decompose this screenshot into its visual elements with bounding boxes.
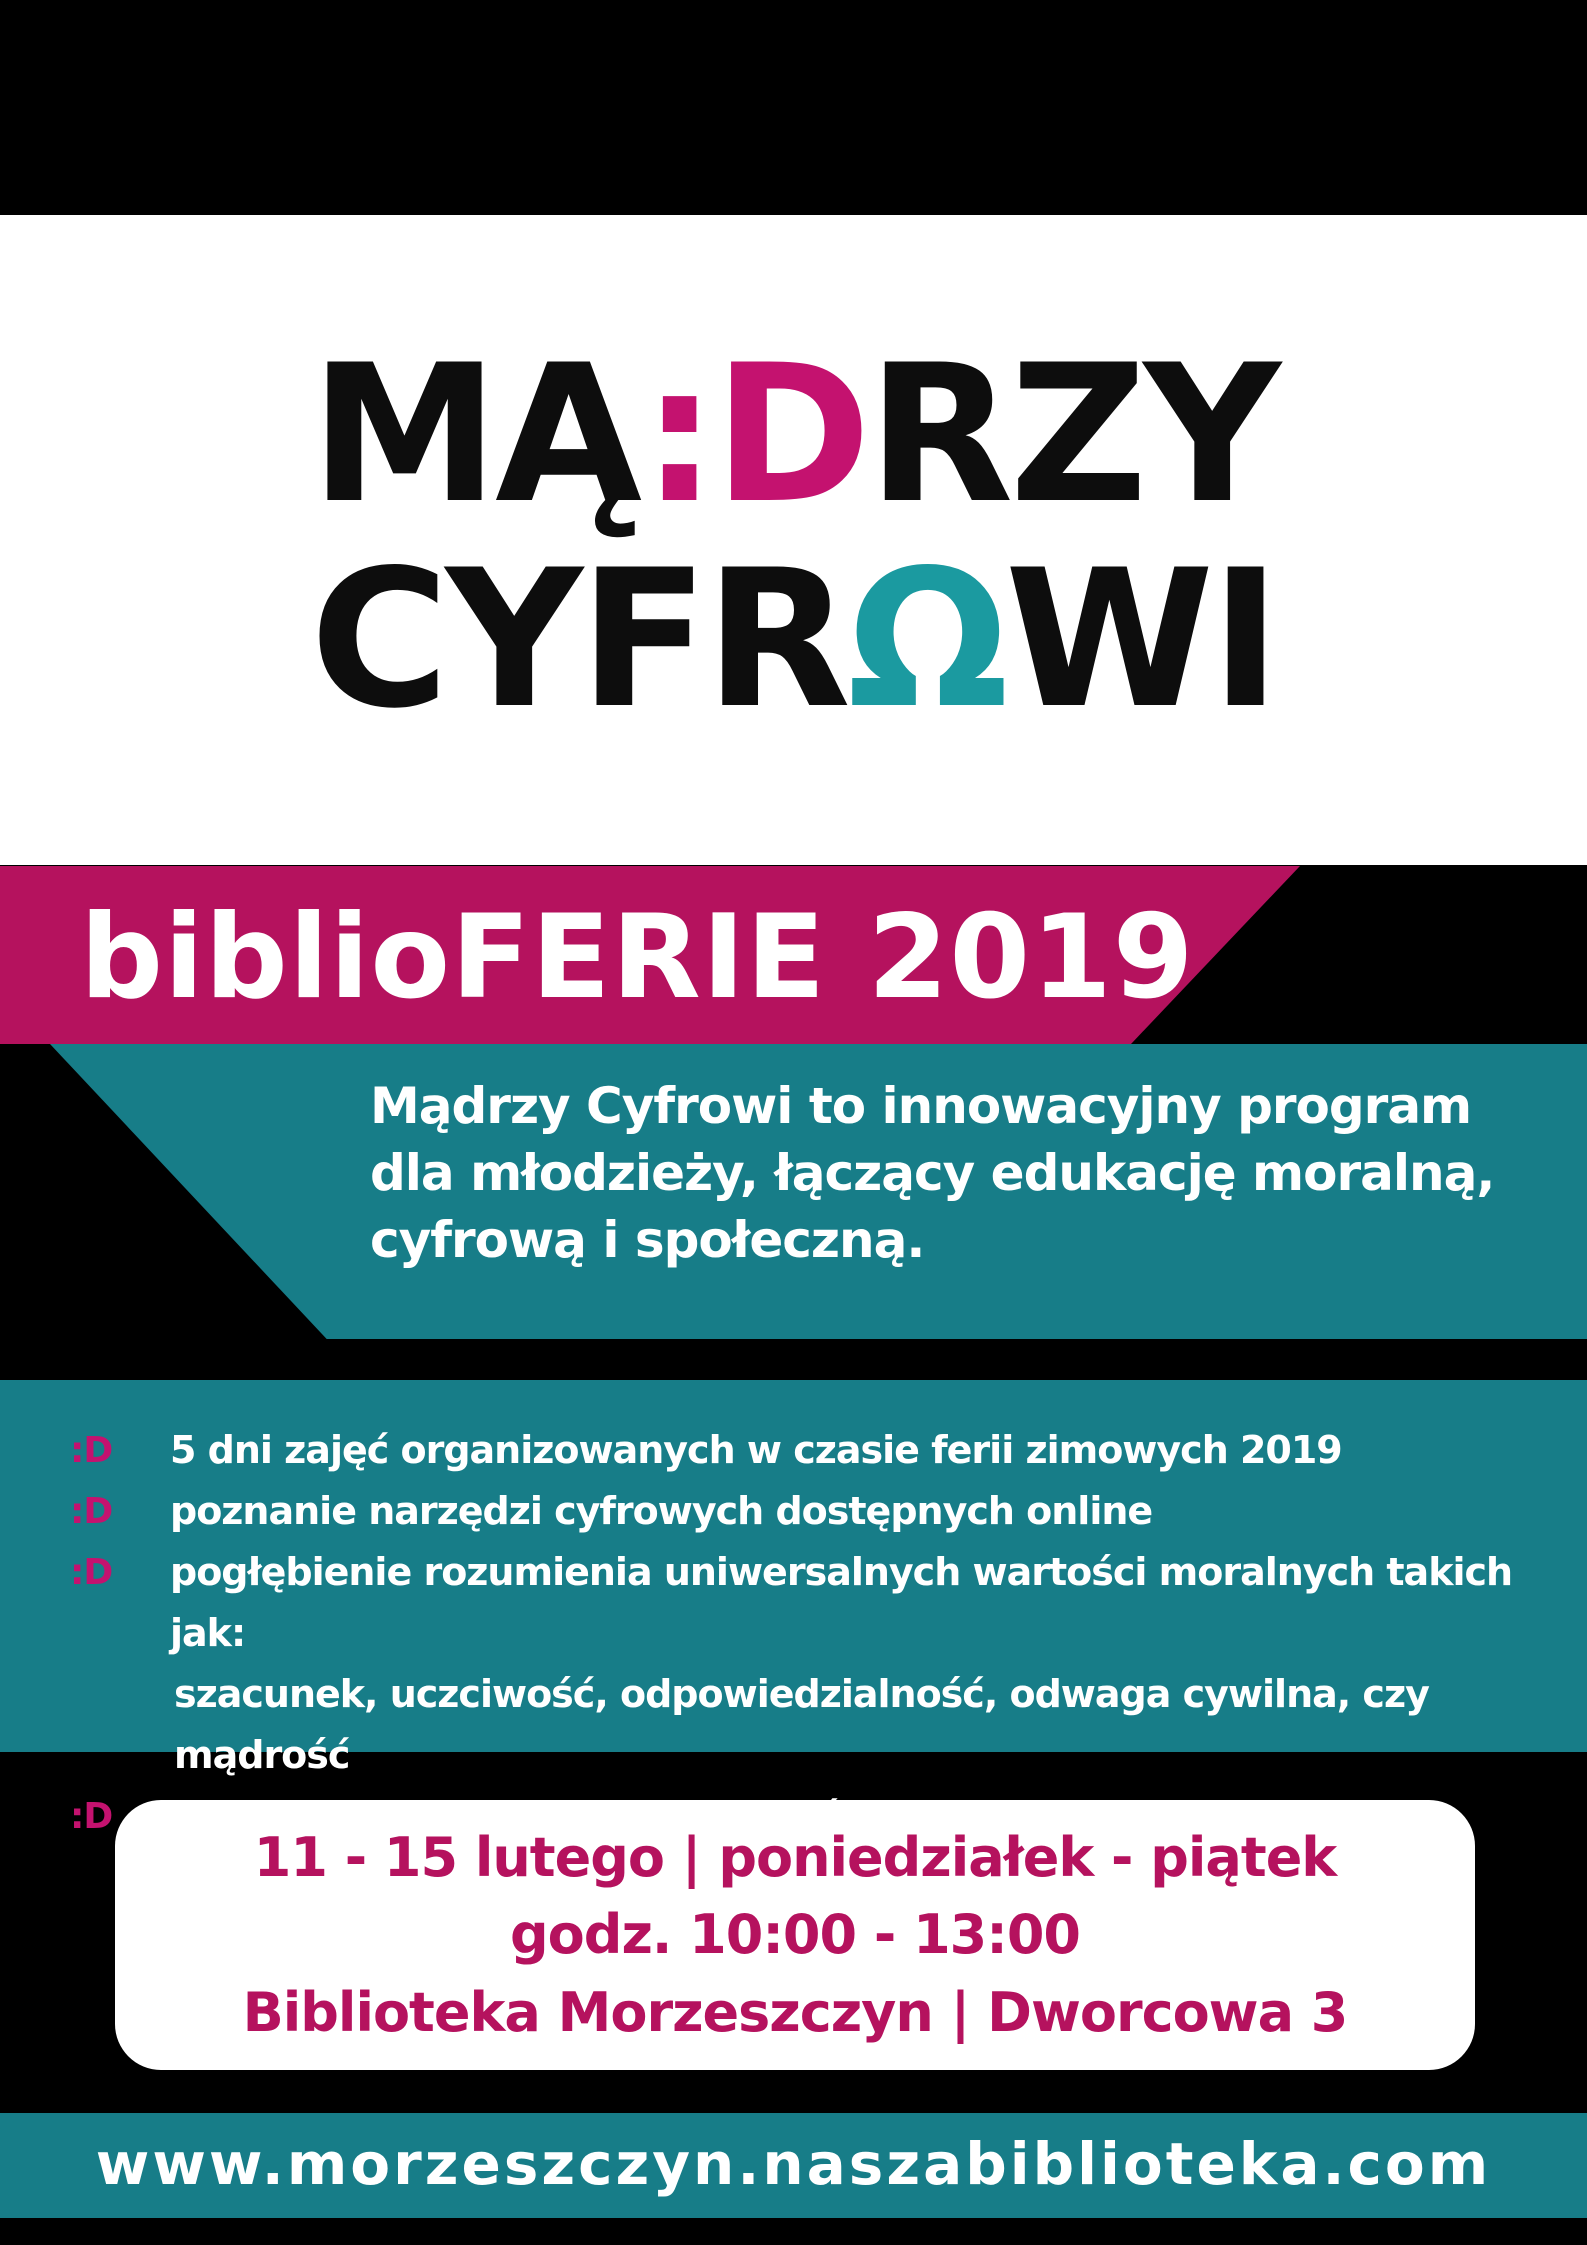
list-item-text: 5 dni zajęć organizowanych w czasie ferii zimowych 2019 xyxy=(170,1428,1342,1472)
bullet-smiley-icon: :D xyxy=(70,1430,113,1471)
list-item-text: poznanie narzędzi cyfrowych dostępnych online xyxy=(170,1489,1153,1533)
logo-text: RZY xyxy=(867,324,1277,545)
description-text: Mądrzy Cyfrowi to innowacyjny program dla młodzieży, łączący edukację moralną, cyfrową i społeczną. xyxy=(370,1077,1495,1269)
event-hours: godz. 10:00 - 13:00 xyxy=(510,1903,1080,1966)
bullet-smiley-icon: :D xyxy=(70,1491,113,1532)
logo-text: CYFR xyxy=(310,529,848,750)
logo-line-2 xyxy=(0,529,1587,750)
page-title: biblioFERIE 2019 xyxy=(80,890,1195,1025)
list-item-text: pogłębienie rozumienia uniwersalnych wartości moralnych takich jak: xyxy=(170,1550,1513,1655)
features-list xyxy=(70,1420,1570,1847)
list-item xyxy=(70,1420,1570,1481)
bullet-smiley-icon: :D xyxy=(70,1796,113,1837)
bullet-smiley-icon: :D xyxy=(70,1552,113,1593)
logo-omega-icon: Ω xyxy=(847,529,1005,750)
logo-text: MĄ xyxy=(309,324,642,545)
list-item-continuation: szacunek, uczciwość, odpowiedzialność, odwaga cywilna, czy mądrość xyxy=(174,1672,1429,1777)
logo-line-1 xyxy=(0,324,1587,545)
event-dates: 11 - 15 lutego | poniedziałek - piątek xyxy=(253,1826,1337,1889)
list-item xyxy=(70,1542,1570,1786)
website-link[interactable]: www.morzeszczyn.naszabiblioteka.com xyxy=(95,2130,1492,2198)
logo-text: WI xyxy=(1004,529,1277,750)
logo-smiley: :D xyxy=(641,324,868,545)
list-item xyxy=(70,1481,1570,1542)
event-location: Biblioteka Morzeszczyn | Dworcowa 3 xyxy=(242,1981,1348,2044)
